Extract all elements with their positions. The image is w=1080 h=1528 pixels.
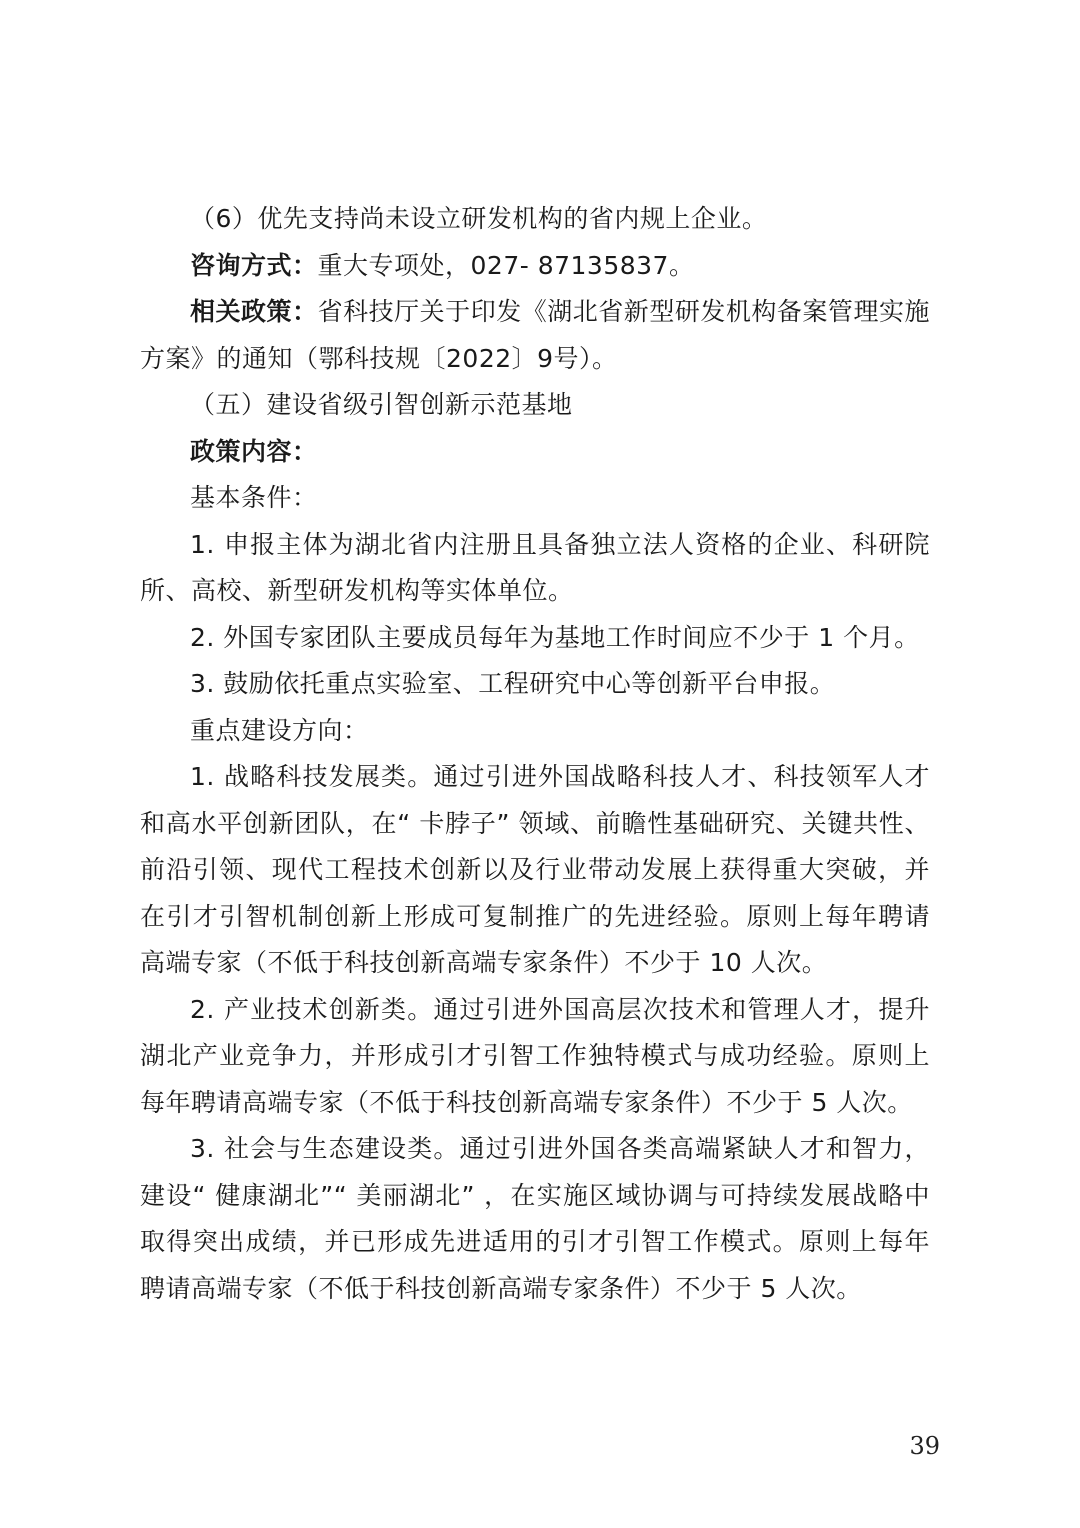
paragraph-text: （6）优先支持尚未设立研发机构的省内规上企业。 <box>190 204 768 233</box>
paragraph-text: （五）建设省级引智创新示范基地 <box>190 390 573 419</box>
paragraph-text: 重大专项处，027- 87135837。 <box>317 250 695 280</box>
paragraph-text: 3. 鼓励依托重点实验室、工程研究中心等创新平台申报。 <box>190 669 836 698</box>
paragraph-direction-3 <box>140 1126 930 1312</box>
paragraph-condition-3 <box>140 661 930 708</box>
paragraph-label: 咨询方式： <box>190 250 318 280</box>
paragraph-text: 省科技厅关于印发《湖北省新型研发机构备案管理实施方案》的通知（鄂科技规〔2022〕9号）。 <box>140 297 930 373</box>
paragraph-text: 重点建设方向： <box>190 715 369 745</box>
paragraph-text: 2. 外国专家团队主要成员每年为基地工作时间应不少于 1 个月。 <box>190 622 920 652</box>
paragraph-policy-content <box>140 429 930 476</box>
paragraph-text: 3. 社会与生态建设类。通过引进外国各类高端紧缺人才和智力，建设“ 健康湖北”“ 美丽湖北” ，在实施区域协调与可持续发展战略中取得突出成绩，并已形成先进适用的引才引智工作模式。原则上每年聘请高端专家（不低于科技创新高端专家条件）不少于 5 人次。 <box>140 1134 930 1303</box>
section-heading <box>140 382 930 429</box>
paragraph-direction-1 <box>140 754 930 987</box>
paragraph-condition-1 <box>140 522 930 615</box>
paragraph-text: 1. 战略科技发展类。通过引进外国战略科技人才、科技领军人才和高水平创新团队，在“ 卡脖子” 领域、前瞻性基础研究、关键共性、前沿引领、现代工程技术创新以及行业带动发展上获得重大突破，并在引才引智机制创新上形成可复制推广的先进经验。原则上每年聘请高端专家（不低于科技创新高端专家条件）不少于 10 人次。 <box>140 762 930 977</box>
document-body <box>140 196 930 1312</box>
paragraph-label: 政策内容： <box>190 436 318 466</box>
paragraph-contact <box>140 243 930 290</box>
paragraph-text: 1. 申报主体为湖北省内注册且具备独立法人资格的企业、科研院所、高校、新型研发机构等实体单位。 <box>140 529 930 605</box>
paragraph-related-policy <box>140 289 930 382</box>
paragraph-basic-conditions <box>140 475 930 522</box>
paragraph-condition-2 <box>140 615 930 662</box>
paragraph-priority-support <box>140 196 930 243</box>
paragraph-text: 基本条件： <box>190 483 318 512</box>
paragraph-text: 2. 产业技术创新类。通过引进外国高层次技术和管理人才，提升湖北产业竞争力，并形成引才引智工作独特模式与成功经验。原则上每年聘请高端专家（不低于科技创新高端专家条件）不少于 5 人次。 <box>140 994 930 1117</box>
paragraph-direction-2 <box>140 987 930 1127</box>
paragraph-label: 相关政策： <box>190 297 318 326</box>
page-number: 39 <box>909 1432 940 1460</box>
paragraph-key-directions <box>140 708 930 755</box>
